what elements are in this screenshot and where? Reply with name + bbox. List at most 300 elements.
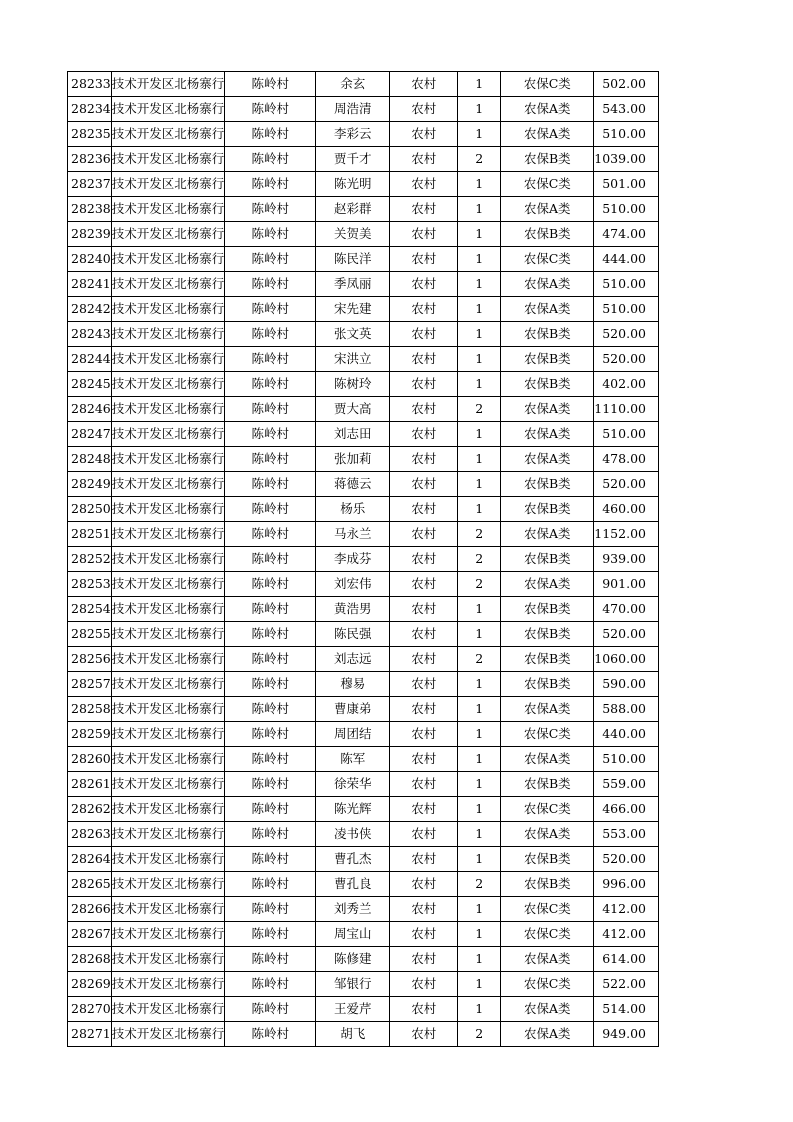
table-row: [68, 947, 659, 972]
area-type-cell: 农村: [390, 197, 458, 222]
count-cell: 1: [458, 947, 501, 972]
person-name-cell: 曹康弟: [316, 697, 390, 722]
record-id-cell: 28242: [68, 297, 112, 322]
village-cell: 陈岭村: [225, 447, 316, 472]
amount-cell: 412.00: [594, 922, 659, 947]
village-cell: 陈岭村: [225, 847, 316, 872]
address-cell: 技术开发区北杨寨行: [111, 772, 225, 797]
table-row: [68, 347, 659, 372]
area-type-cell: 农村: [390, 697, 458, 722]
category-cell: 农保B类: [501, 772, 594, 797]
village-cell: 陈岭村: [225, 647, 316, 672]
table-row: [68, 522, 659, 547]
count-cell: 2: [458, 547, 501, 572]
person-name-cell: 杨乐: [316, 497, 390, 522]
category-cell: 农保A类: [501, 947, 594, 972]
table-row: [68, 322, 659, 347]
count-cell: 2: [458, 647, 501, 672]
person-name-cell: 宋先建: [316, 297, 390, 322]
address-cell: 技术开发区北杨寨行: [111, 472, 225, 497]
person-name-cell: 贾大高: [316, 397, 390, 422]
record-id-cell: 28259: [68, 722, 112, 747]
amount-cell: 520.00: [594, 847, 659, 872]
count-cell: 1: [458, 597, 501, 622]
record-id-cell: 28254: [68, 597, 112, 622]
record-id-cell: 28239: [68, 222, 112, 247]
village-cell: 陈岭村: [225, 1022, 316, 1047]
category-cell: 农保C类: [501, 172, 594, 197]
count-cell: 2: [458, 522, 501, 547]
area-type-cell: 农村: [390, 147, 458, 172]
person-name-cell: 黄浩男: [316, 597, 390, 622]
village-cell: 陈岭村: [225, 172, 316, 197]
record-id-cell: 28252: [68, 547, 112, 572]
village-cell: 陈岭村: [225, 772, 316, 797]
category-cell: 农保A类: [501, 822, 594, 847]
person-name-cell: 周浩清: [316, 97, 390, 122]
category-cell: 农保B类: [501, 322, 594, 347]
category-cell: 农保A类: [501, 122, 594, 147]
table-row: [68, 147, 659, 172]
category-cell: 农保A类: [501, 397, 594, 422]
record-id-cell: 28245: [68, 372, 112, 397]
village-cell: 陈岭村: [225, 672, 316, 697]
village-cell: 陈岭村: [225, 497, 316, 522]
count-cell: 1: [458, 222, 501, 247]
table-row: [68, 847, 659, 872]
table-row: [68, 422, 659, 447]
record-id-cell: 28244: [68, 347, 112, 372]
village-cell: 陈岭村: [225, 697, 316, 722]
table-row: [68, 297, 659, 322]
area-type-cell: 农村: [390, 247, 458, 272]
table-row: [68, 472, 659, 497]
record-id-cell: 28249: [68, 472, 112, 497]
category-cell: 农保B类: [501, 872, 594, 897]
person-name-cell: 陈光明: [316, 172, 390, 197]
table-row: [68, 222, 659, 247]
amount-cell: 470.00: [594, 597, 659, 622]
category-cell: 农保B类: [501, 147, 594, 172]
category-cell: 农保A类: [501, 272, 594, 297]
table-row: [68, 172, 659, 197]
count-cell: 1: [458, 72, 501, 97]
table-row: [68, 697, 659, 722]
person-name-cell: 凌书侠: [316, 822, 390, 847]
table-row: [68, 897, 659, 922]
record-id-cell: 28236: [68, 147, 112, 172]
category-cell: 农保A类: [501, 447, 594, 472]
category-cell: 农保A类: [501, 1022, 594, 1047]
area-type-cell: 农村: [390, 497, 458, 522]
record-id-cell: 28258: [68, 697, 112, 722]
record-id-cell: 28263: [68, 822, 112, 847]
village-cell: 陈岭村: [225, 947, 316, 972]
village-cell: 陈岭村: [225, 572, 316, 597]
table-row: [68, 1022, 659, 1047]
amount-cell: 1152.00: [594, 522, 659, 547]
address-cell: 技术开发区北杨寨行: [111, 522, 225, 547]
category-cell: 农保C类: [501, 797, 594, 822]
area-type-cell: 农村: [390, 472, 458, 497]
record-id-cell: 28265: [68, 872, 112, 897]
amount-cell: 510.00: [594, 422, 659, 447]
category-cell: 农保B类: [501, 547, 594, 572]
table-row: [68, 247, 659, 272]
address-cell: 技术开发区北杨寨行: [111, 997, 225, 1022]
category-cell: 农保B类: [501, 622, 594, 647]
amount-cell: 996.00: [594, 872, 659, 897]
category-cell: 农保C类: [501, 972, 594, 997]
village-cell: 陈岭村: [225, 297, 316, 322]
area-type-cell: 农村: [390, 222, 458, 247]
area-type-cell: 农村: [390, 322, 458, 347]
category-cell: 农保A类: [501, 197, 594, 222]
village-cell: 陈岭村: [225, 222, 316, 247]
address-cell: 技术开发区北杨寨行: [111, 297, 225, 322]
amount-cell: 939.00: [594, 547, 659, 572]
table-row: [68, 197, 659, 222]
table-row: [68, 772, 659, 797]
village-cell: 陈岭村: [225, 722, 316, 747]
table-row: [68, 622, 659, 647]
amount-cell: 901.00: [594, 572, 659, 597]
category-cell: 农保C类: [501, 922, 594, 947]
amount-cell: 514.00: [594, 997, 659, 1022]
record-id-cell: 28247: [68, 422, 112, 447]
record-id-cell: 28262: [68, 797, 112, 822]
area-type-cell: 农村: [390, 297, 458, 322]
record-id-cell: 28264: [68, 847, 112, 872]
village-cell: 陈岭村: [225, 472, 316, 497]
record-id-cell: 28251: [68, 522, 112, 547]
person-name-cell: 李成芬: [316, 547, 390, 572]
person-name-cell: 张加莉: [316, 447, 390, 472]
amount-cell: 466.00: [594, 797, 659, 822]
person-name-cell: 刘宏伟: [316, 572, 390, 597]
village-cell: 陈岭村: [225, 247, 316, 272]
amount-cell: 510.00: [594, 272, 659, 297]
address-cell: 技术开发区北杨寨行: [111, 422, 225, 447]
amount-cell: 444.00: [594, 247, 659, 272]
count-cell: 1: [458, 772, 501, 797]
address-cell: 技术开发区北杨寨行: [111, 397, 225, 422]
person-name-cell: 陈树玲: [316, 372, 390, 397]
table-row: [68, 572, 659, 597]
person-name-cell: 陈民洋: [316, 247, 390, 272]
person-name-cell: 赵彩群: [316, 197, 390, 222]
table-row: [68, 272, 659, 297]
record-id-cell: 28267: [68, 922, 112, 947]
person-name-cell: 刘志远: [316, 647, 390, 672]
count-cell: 1: [458, 372, 501, 397]
village-cell: 陈岭村: [225, 122, 316, 147]
count-cell: 1: [458, 422, 501, 447]
table-row: [68, 822, 659, 847]
address-cell: 技术开发区北杨寨行: [111, 847, 225, 872]
count-cell: 1: [458, 672, 501, 697]
address-cell: 技术开发区北杨寨行: [111, 447, 225, 472]
amount-cell: 590.00: [594, 672, 659, 697]
count-cell: 1: [458, 797, 501, 822]
person-name-cell: 马永兰: [316, 522, 390, 547]
count-cell: 1: [458, 622, 501, 647]
address-cell: 技术开发区北杨寨行: [111, 647, 225, 672]
area-type-cell: 农村: [390, 372, 458, 397]
person-name-cell: 季凤丽: [316, 272, 390, 297]
amount-cell: 553.00: [594, 822, 659, 847]
area-type-cell: 农村: [390, 172, 458, 197]
village-cell: 陈岭村: [225, 322, 316, 347]
person-name-cell: 陈军: [316, 747, 390, 772]
area-type-cell: 农村: [390, 597, 458, 622]
village-cell: 陈岭村: [225, 747, 316, 772]
table-row: [68, 997, 659, 1022]
table-row: [68, 97, 659, 122]
table-row: [68, 547, 659, 572]
area-type-cell: 农村: [390, 647, 458, 672]
amount-cell: 474.00: [594, 222, 659, 247]
area-type-cell: 农村: [390, 897, 458, 922]
area-type-cell: 农村: [390, 822, 458, 847]
person-name-cell: 陈修建: [316, 947, 390, 972]
address-cell: 技术开发区北杨寨行: [111, 922, 225, 947]
person-name-cell: 胡飞: [316, 1022, 390, 1047]
person-name-cell: 陈民强: [316, 622, 390, 647]
record-id-cell: 28235: [68, 122, 112, 147]
address-cell: 技术开发区北杨寨行: [111, 672, 225, 697]
person-name-cell: 宋洪立: [316, 347, 390, 372]
table-row: [68, 722, 659, 747]
village-cell: 陈岭村: [225, 147, 316, 172]
person-name-cell: 张文英: [316, 322, 390, 347]
count-cell: 1: [458, 322, 501, 347]
village-cell: 陈岭村: [225, 197, 316, 222]
amount-cell: 460.00: [594, 497, 659, 522]
record-id-cell: 28238: [68, 197, 112, 222]
person-name-cell: 邹银行: [316, 972, 390, 997]
record-id-cell: 28241: [68, 272, 112, 297]
count-cell: 1: [458, 272, 501, 297]
address-cell: 技术开发区北杨寨行: [111, 947, 225, 972]
village-cell: 陈岭村: [225, 372, 316, 397]
category-cell: 农保A类: [501, 422, 594, 447]
area-type-cell: 农村: [390, 1022, 458, 1047]
address-cell: 技术开发区北杨寨行: [111, 747, 225, 772]
category-cell: 农保B类: [501, 847, 594, 872]
amount-cell: 522.00: [594, 972, 659, 997]
data-table: [67, 71, 659, 1047]
address-cell: 技术开发区北杨寨行: [111, 722, 225, 747]
amount-cell: 520.00: [594, 622, 659, 647]
address-cell: 技术开发区北杨寨行: [111, 822, 225, 847]
amount-cell: 1110.00: [594, 397, 659, 422]
amount-cell: 440.00: [594, 722, 659, 747]
address-cell: 技术开发区北杨寨行: [111, 697, 225, 722]
count-cell: 1: [458, 122, 501, 147]
record-id-cell: 28257: [68, 672, 112, 697]
person-name-cell: 陈光辉: [316, 797, 390, 822]
table-row: [68, 597, 659, 622]
area-type-cell: 农村: [390, 572, 458, 597]
area-type-cell: 农村: [390, 447, 458, 472]
category-cell: 农保C类: [501, 897, 594, 922]
record-id-cell: 28248: [68, 447, 112, 472]
person-name-cell: 关贺美: [316, 222, 390, 247]
person-name-cell: 蒋德云: [316, 472, 390, 497]
table-row: [68, 72, 659, 97]
village-cell: 陈岭村: [225, 972, 316, 997]
area-type-cell: 农村: [390, 872, 458, 897]
count-cell: 1: [458, 297, 501, 322]
village-cell: 陈岭村: [225, 872, 316, 897]
amount-cell: 520.00: [594, 472, 659, 497]
amount-cell: 588.00: [594, 697, 659, 722]
amount-cell: 1039.00: [594, 147, 659, 172]
area-type-cell: 农村: [390, 947, 458, 972]
amount-cell: 543.00: [594, 97, 659, 122]
area-type-cell: 农村: [390, 722, 458, 747]
address-cell: 技术开发区北杨寨行: [111, 372, 225, 397]
table-row: [68, 972, 659, 997]
category-cell: 农保A类: [501, 697, 594, 722]
address-cell: 技术开发区北杨寨行: [111, 247, 225, 272]
table-row: [68, 447, 659, 472]
area-type-cell: 农村: [390, 122, 458, 147]
area-type-cell: 农村: [390, 772, 458, 797]
address-cell: 技术开发区北杨寨行: [111, 172, 225, 197]
table-row: [68, 922, 659, 947]
category-cell: 农保B类: [501, 672, 594, 697]
amount-cell: 502.00: [594, 72, 659, 97]
village-cell: 陈岭村: [225, 272, 316, 297]
amount-cell: 559.00: [594, 772, 659, 797]
amount-cell: 510.00: [594, 747, 659, 772]
amount-cell: 520.00: [594, 347, 659, 372]
count-cell: 1: [458, 697, 501, 722]
count-cell: 1: [458, 997, 501, 1022]
table-body: [68, 72, 659, 1047]
record-id-cell: 28246: [68, 397, 112, 422]
count-cell: 1: [458, 722, 501, 747]
area-type-cell: 农村: [390, 747, 458, 772]
record-id-cell: 28234: [68, 97, 112, 122]
category-cell: 农保A类: [501, 747, 594, 772]
area-type-cell: 农村: [390, 347, 458, 372]
count-cell: 1: [458, 247, 501, 272]
amount-cell: 614.00: [594, 947, 659, 972]
count-cell: 1: [458, 747, 501, 772]
address-cell: 技术开发区北杨寨行: [111, 622, 225, 647]
count-cell: 1: [458, 822, 501, 847]
address-cell: 技术开发区北杨寨行: [111, 197, 225, 222]
table-row: [68, 672, 659, 697]
address-cell: 技术开发区北杨寨行: [111, 97, 225, 122]
category-cell: 农保B类: [501, 222, 594, 247]
person-name-cell: 周团结: [316, 722, 390, 747]
table-row: [68, 797, 659, 822]
area-type-cell: 农村: [390, 972, 458, 997]
table-row: [68, 872, 659, 897]
table-row: [68, 372, 659, 397]
count-cell: 2: [458, 1022, 501, 1047]
record-id-cell: 28255: [68, 622, 112, 647]
count-cell: 1: [458, 972, 501, 997]
category-cell: 农保B类: [501, 472, 594, 497]
area-type-cell: 农村: [390, 522, 458, 547]
amount-cell: 510.00: [594, 122, 659, 147]
category-cell: 农保B类: [501, 597, 594, 622]
address-cell: 技术开发区北杨寨行: [111, 797, 225, 822]
table-row: [68, 122, 659, 147]
category-cell: 农保B类: [501, 647, 594, 672]
category-cell: 农保A类: [501, 97, 594, 122]
person-name-cell: 刘志田: [316, 422, 390, 447]
record-id-cell: 28240: [68, 247, 112, 272]
amount-cell: 949.00: [594, 1022, 659, 1047]
area-type-cell: 农村: [390, 72, 458, 97]
amount-cell: 412.00: [594, 897, 659, 922]
person-name-cell: 曹孔良: [316, 872, 390, 897]
count-cell: 1: [458, 922, 501, 947]
area-type-cell: 农村: [390, 797, 458, 822]
count-cell: 1: [458, 497, 501, 522]
count-cell: 1: [458, 897, 501, 922]
category-cell: 农保C类: [501, 722, 594, 747]
count-cell: 1: [458, 97, 501, 122]
record-id-cell: 28233: [68, 72, 112, 97]
record-id-cell: 28268: [68, 947, 112, 972]
person-name-cell: 王爱芹: [316, 997, 390, 1022]
record-id-cell: 28260: [68, 747, 112, 772]
village-cell: 陈岭村: [225, 397, 316, 422]
count-cell: 1: [458, 447, 501, 472]
record-id-cell: 28237: [68, 172, 112, 197]
person-name-cell: 贾千才: [316, 147, 390, 172]
village-cell: 陈岭村: [225, 922, 316, 947]
village-cell: 陈岭村: [225, 822, 316, 847]
count-cell: 1: [458, 197, 501, 222]
address-cell: 技术开发区北杨寨行: [111, 547, 225, 572]
category-cell: 农保B类: [501, 372, 594, 397]
record-id-cell: 28269: [68, 972, 112, 997]
area-type-cell: 农村: [390, 922, 458, 947]
address-cell: 技术开发区北杨寨行: [111, 872, 225, 897]
count-cell: 1: [458, 472, 501, 497]
address-cell: 技术开发区北杨寨行: [111, 122, 225, 147]
record-id-cell: 28270: [68, 997, 112, 1022]
area-type-cell: 农村: [390, 997, 458, 1022]
record-id-cell: 28261: [68, 772, 112, 797]
person-name-cell: 刘秀兰: [316, 897, 390, 922]
count-cell: 2: [458, 872, 501, 897]
village-cell: 陈岭村: [225, 72, 316, 97]
count-cell: 2: [458, 397, 501, 422]
village-cell: 陈岭村: [225, 422, 316, 447]
area-type-cell: 农村: [390, 97, 458, 122]
amount-cell: 510.00: [594, 197, 659, 222]
person-name-cell: 李彩云: [316, 122, 390, 147]
area-type-cell: 农村: [390, 847, 458, 872]
address-cell: 技术开发区北杨寨行: [111, 497, 225, 522]
village-cell: 陈岭村: [225, 347, 316, 372]
amount-cell: 501.00: [594, 172, 659, 197]
village-cell: 陈岭村: [225, 997, 316, 1022]
village-cell: 陈岭村: [225, 797, 316, 822]
address-cell: 技术开发区北杨寨行: [111, 597, 225, 622]
address-cell: 技术开发区北杨寨行: [111, 222, 225, 247]
village-cell: 陈岭村: [225, 522, 316, 547]
